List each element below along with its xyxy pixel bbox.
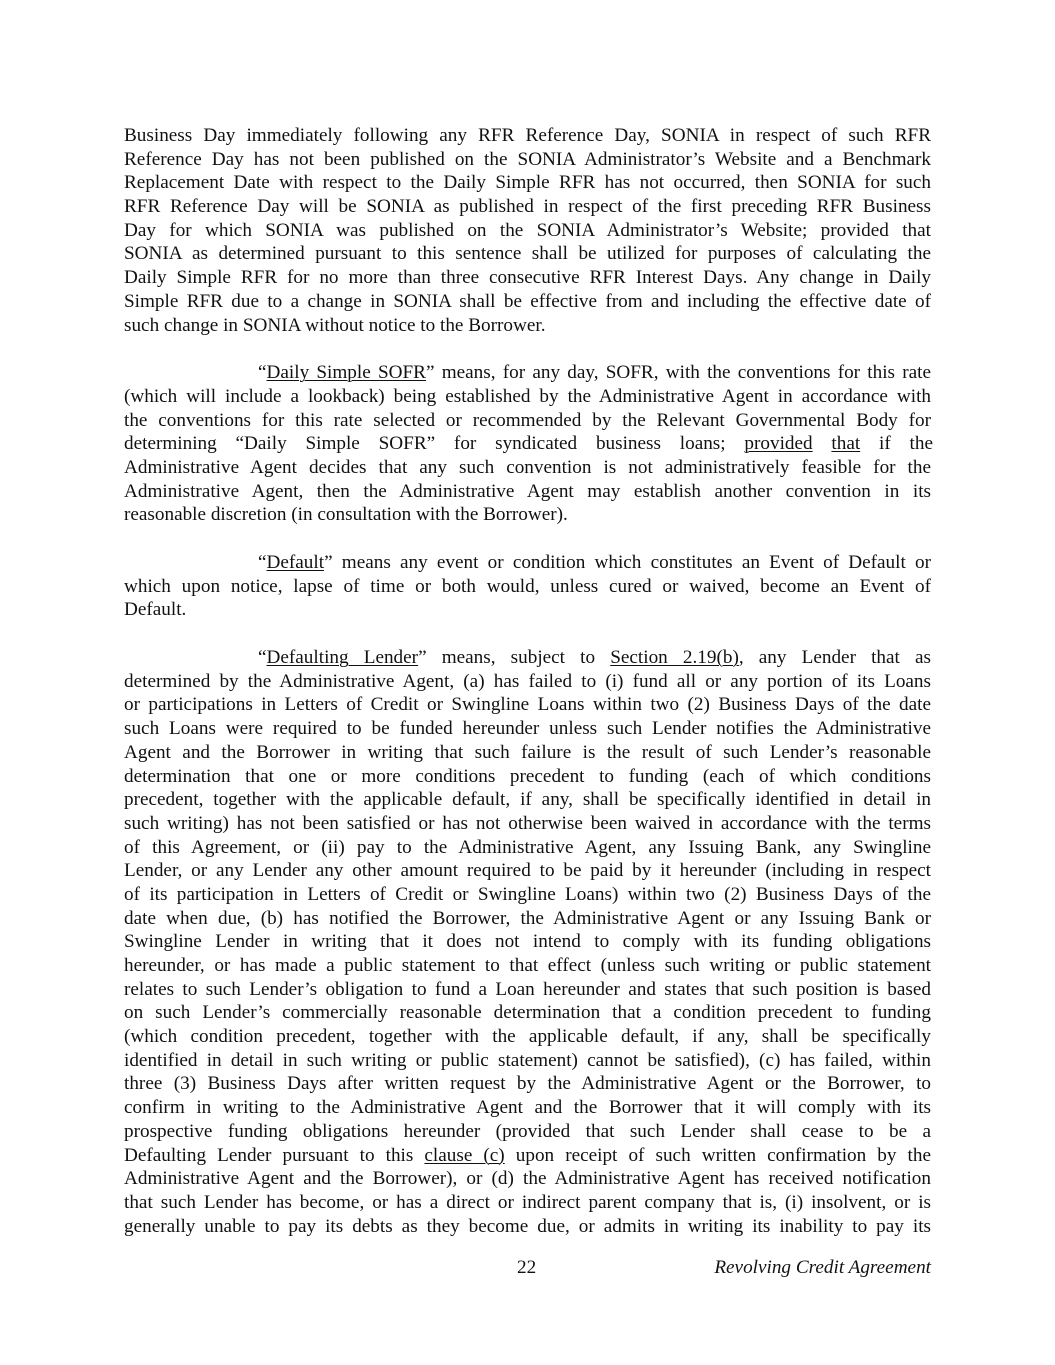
text-line: such writing) has not been satisfied or has not otherwise been waived in accordance with the terms bbox=[124, 812, 931, 834]
text-line: date when due, (b) has notified the Borrower, the Administrative Agent or any Issuing Bank or bbox=[124, 907, 931, 929]
page-number: 22 bbox=[517, 1257, 537, 1278]
definition-text: determining “Daily Simple SOFR” for syndicated business loans; bbox=[124, 433, 745, 455]
defined-term: Defaulting Lender bbox=[266, 647, 419, 669]
text-line: such Loans were required to be funded hereunder unless such Lender notifies the Administrative bbox=[124, 718, 931, 740]
text-line: prospective funding obligations hereunder (provided that such Lender shall cease to be a bbox=[124, 1120, 931, 1142]
definition-daily-simple-sofr bbox=[124, 361, 931, 527]
definition-text: upon receipt of such written confirmation by the bbox=[504, 1144, 931, 1166]
text-line: on such Lender’s commercially reasonable determination that a condition precedent to funding bbox=[124, 1002, 931, 1024]
that-emphasis: that bbox=[831, 433, 861, 455]
text-line: hereunder, or has made a public statement to that effect (unless such writing or public statement bbox=[124, 955, 931, 976]
text-line: (which condition precedent, together with the applicable default, if any, shall be specifically bbox=[124, 1026, 931, 1048]
text-line: Simple RFR due to a change in SONIA shall be effective from and including the effective date of bbox=[124, 290, 931, 312]
definition-text: ” means any event or condition which constitutes an Event of Default or bbox=[324, 552, 931, 573]
text-line: Agent and the Borrower in writing that such failure is the result of such Lender’s reasonable bbox=[124, 741, 931, 763]
document-page bbox=[124, 124, 931, 1262]
clause-reference-link[interactable]: clause (c) bbox=[424, 1144, 505, 1166]
text-line: that such Lender has become, or has a direct or indirect parent company that is, (i) insolvent, or is bbox=[124, 1191, 931, 1213]
text-line: identified in detail in such writing or public statement) cannot be satisfied), (c) has failed, within bbox=[124, 1049, 931, 1071]
text-line bbox=[124, 432, 931, 456]
text-line bbox=[124, 551, 931, 575]
text-line: precedent, together with the applicable default, if any, shall be specifically identified in detail in bbox=[124, 789, 931, 811]
text-line: determined by the Administrative Agent, (a) has failed to (i) fund all or any portion of its Loans bbox=[124, 670, 931, 692]
section-reference-link[interactable]: Section 2.19(b) bbox=[610, 647, 739, 669]
page-footer bbox=[124, 1256, 931, 1280]
text-line: Default. bbox=[124, 599, 187, 621]
text-line: Daily Simple RFR for no more than three consecutive RFR Interest Days. Any change in Daily bbox=[124, 267, 931, 289]
text-line: or participations in Letters of Credit or Swingline Loans within two (2) Business Days of the date bbox=[124, 694, 931, 716]
defined-term: Daily Simple SOFR bbox=[266, 362, 426, 384]
text-line: determination that one or more conditions precedent to funding (each of which conditions bbox=[124, 765, 931, 787]
definition-text: ” means, subject to bbox=[418, 647, 611, 669]
definition-text: ” means, for any day, SOFR, with the conventions for this rate bbox=[425, 362, 931, 384]
definition-text: , any Lender that as bbox=[738, 647, 931, 669]
open-quote: “ bbox=[258, 647, 267, 669]
definition-text: if the bbox=[860, 433, 933, 455]
text-line: relates to such Lender’s obligation to fund a Loan hereunder and states that such position is based bbox=[124, 978, 931, 1000]
text-line: Day for which SONIA was published on the SONIA Administrator’s Website; provided that bbox=[124, 219, 931, 241]
text-line: which upon notice, lapse of time or both would, unless cured or waived, become an Event of bbox=[124, 575, 931, 597]
text-line: Lender, or any Lender any other amount required to be paid by it hereunder (including in respect bbox=[124, 860, 931, 882]
text-line: (which will include a lookback) being established by the Administrative Agent in accordance with bbox=[124, 385, 931, 407]
definition-default bbox=[124, 551, 931, 622]
paragraph-sonia-continuation bbox=[124, 124, 931, 337]
text-line: three (3) Business Days after written request by the Administrative Agent or the Borrower, to bbox=[124, 1073, 931, 1095]
text-line: Administrative Agent, then the Administrative Agent may establish another convention in its bbox=[124, 480, 931, 502]
text-line: Business Day immediately following any RFR Reference Day, SONIA in respect of such RFR bbox=[124, 125, 931, 146]
text-line bbox=[124, 646, 931, 670]
provided-emphasis: provided bbox=[744, 433, 813, 455]
definition-text: Defaulting Lender pursuant to this bbox=[124, 1144, 425, 1166]
defined-term: Default bbox=[266, 552, 325, 573]
text-line: Replacement Date with respect to the Daily Simple RFR has not occurred, then SONIA for such bbox=[124, 172, 931, 194]
text-line bbox=[124, 1144, 931, 1168]
text-line: Administrative Agent and the Borrower), or (d) the Administrative Agent has received notification bbox=[124, 1168, 931, 1190]
text-line: Administrative Agent decides that any such convention is not administratively feasible for the bbox=[124, 456, 931, 478]
text-line: of its participation in Letters of Credit or Swingline Loans) within two (2) Business Days of the bbox=[124, 883, 931, 905]
text-line: confirm in writing to the Administrative Agent and the Borrower that it will comply with its bbox=[124, 1097, 931, 1119]
text-line: reasonable discretion (in consultation with the Borrower). bbox=[124, 504, 568, 526]
open-quote: “ bbox=[258, 552, 267, 573]
text-line: the conventions for this rate selected or recommended by the Relevant Governmental Body for bbox=[124, 409, 931, 431]
text-line: generally unable to pay its debts as they become due, or admits in writing its inability to pay its bbox=[124, 1215, 931, 1237]
text-line: Swingline Lender in writing that it does not intend to comply with its funding obligations bbox=[124, 931, 931, 953]
text-line: such change in SONIA without notice to the Borrower. bbox=[124, 314, 546, 336]
open-quote: “ bbox=[258, 362, 267, 384]
text-line: SONIA as determined pursuant to this sentence shall be utilized for purposes of calculating the bbox=[124, 243, 931, 265]
text-line bbox=[124, 361, 931, 385]
text-line: Reference Day has not been published on the SONIA Administrator’s Website and a Benchmark bbox=[124, 148, 931, 170]
text-line: RFR Reference Day will be SONIA as published in respect of the first preceding RFR Business bbox=[124, 196, 931, 218]
text-line: of this Agreement, or (ii) pay to the Administrative Agent, any Issuing Bank, any Swingline bbox=[124, 836, 931, 858]
space bbox=[813, 433, 832, 454]
definition-defaulting-lender bbox=[124, 646, 931, 1238]
document-title: Revolving Credit Agreement bbox=[714, 1257, 931, 1278]
